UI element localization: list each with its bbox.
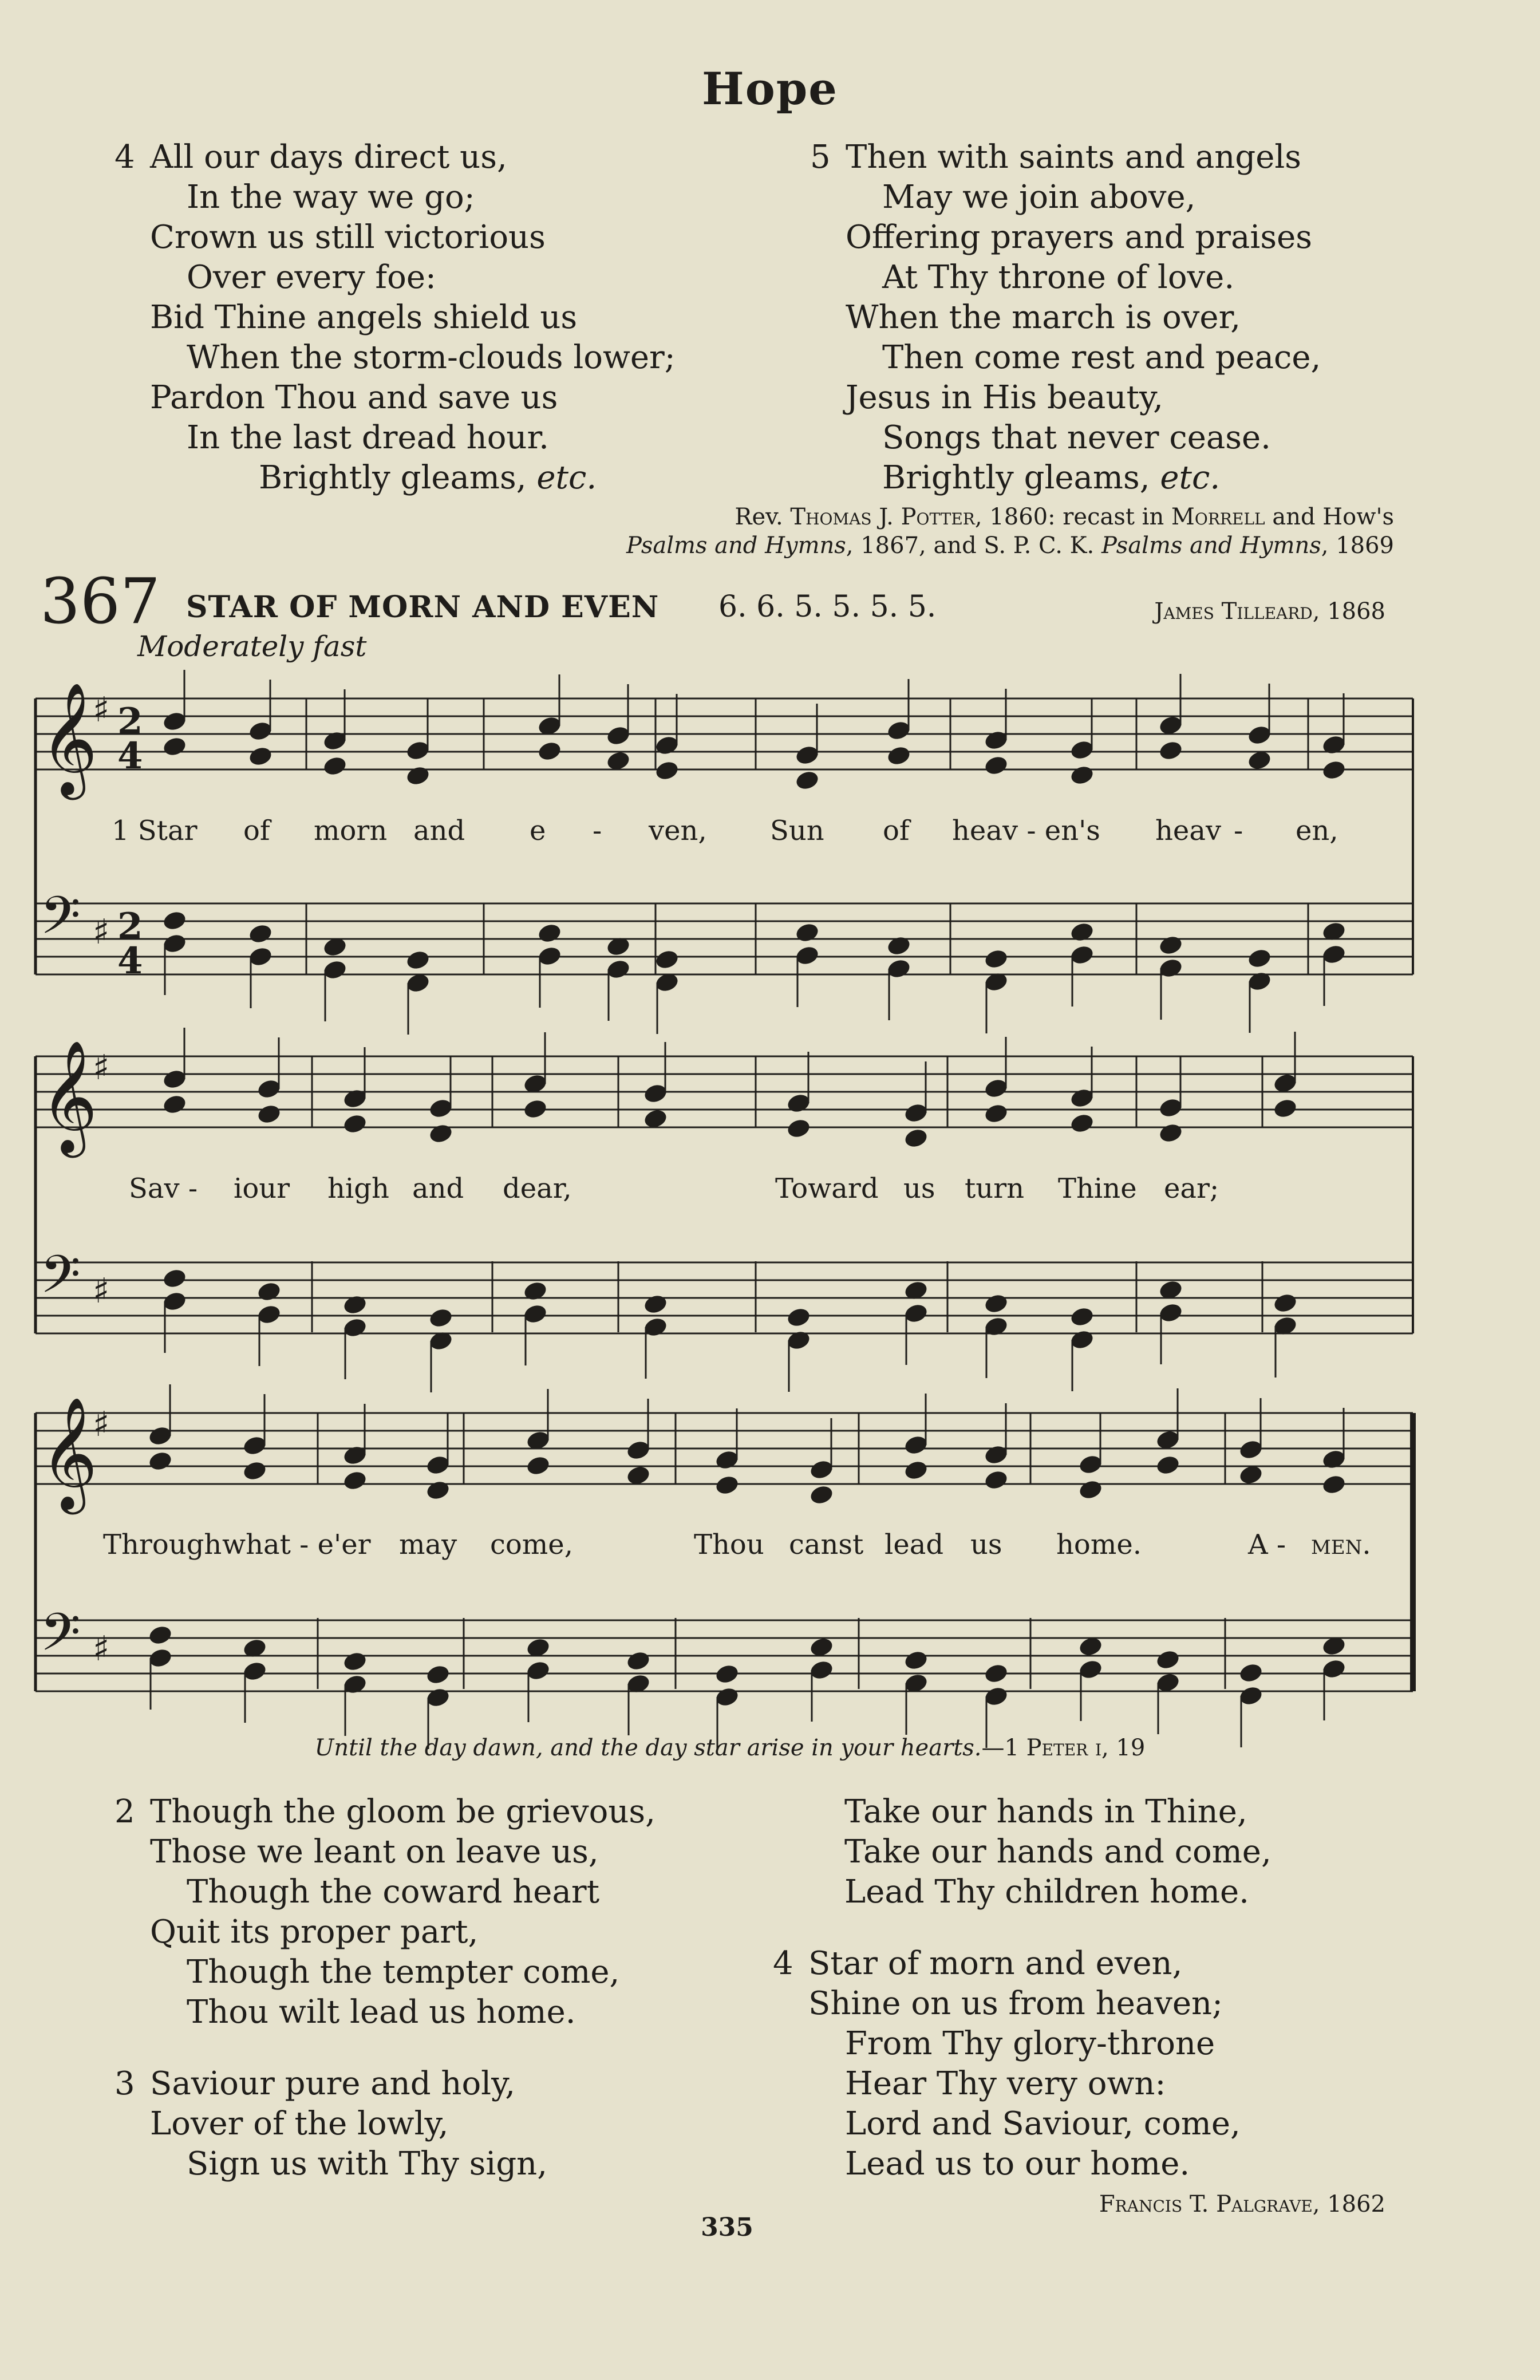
- stanza-number: 5: [810, 139, 831, 176]
- note-head: [1321, 759, 1346, 781]
- stanza-number: 4: [773, 1945, 793, 1982]
- stanza-3: [114, 2064, 547, 2184]
- refrain-text: Brightly gleams,: [259, 459, 537, 496]
- lyric-syllable: ear;: [1164, 1173, 1219, 1205]
- note-head: [714, 1474, 740, 1496]
- lyric-syllable: and: [413, 815, 465, 847]
- note-head: [161, 735, 187, 757]
- refrain-etc: etc.: [536, 459, 597, 496]
- sharp-icon: ♯: [93, 1048, 110, 1088]
- refrain-text: Brightly gleams,: [882, 459, 1160, 496]
- stanza-line: Quit its proper part,: [150, 1913, 479, 1951]
- note-head: [1077, 1478, 1103, 1501]
- note-head: [1155, 1454, 1180, 1476]
- stanza-line: Saviour pure and holy,: [150, 2065, 516, 2102]
- lyric-syllable: lead: [884, 1529, 944, 1561]
- stanza-line: Crown us still victorious: [150, 219, 546, 256]
- note-head: [247, 922, 273, 945]
- credit-text: , 1860: recast in: [974, 504, 1171, 530]
- note-head: [256, 1280, 282, 1303]
- stanza-line: Take our hands and come,: [844, 1833, 1272, 1870]
- note-head: [525, 1454, 551, 1477]
- bass-clef-icon: 𝄢: [40, 1244, 81, 1317]
- note-head: [425, 1479, 451, 1501]
- page-number: 335: [701, 2213, 753, 2242]
- stanza-line: Though the tempter come,: [187, 1953, 620, 1991]
- scripture-reference: —1 Peter i, 19: [981, 1735, 1146, 1761]
- hymn-number: 367: [40, 565, 160, 638]
- stanza-line: When the march is over,: [846, 299, 1241, 336]
- lyric-syllable: high: [327, 1173, 389, 1205]
- credit-year: , 1862: [1312, 2191, 1385, 2217]
- lyric-syllable: heav - en's: [952, 815, 1100, 847]
- note-head: [161, 909, 187, 932]
- note-head: [1069, 1305, 1095, 1328]
- time-signature: 4: [117, 940, 143, 982]
- stanza-line: When the storm-clouds lower;: [187, 339, 676, 376]
- stanza-line: Pardon Thou and save us: [150, 379, 558, 416]
- composer-year: , 1868: [1312, 598, 1385, 625]
- stanza-line: Then come rest and peace,: [882, 339, 1321, 376]
- credit-text: , 1867, and S. P. C. K.: [846, 532, 1101, 559]
- lyric-syllable: Sav -: [129, 1173, 198, 1205]
- note-head: [1272, 1292, 1298, 1314]
- lyric-syllable: A -: [1248, 1529, 1286, 1561]
- note-head: [785, 1306, 811, 1328]
- stanza-line: In the way we go;: [187, 179, 475, 216]
- lyric-syllable: Thine: [1058, 1173, 1137, 1205]
- credit-text: and How's: [1265, 504, 1394, 530]
- credit-book: Psalms and Hymns: [1101, 532, 1321, 559]
- note-head: [428, 1122, 453, 1144]
- lyric-syllable: men.: [1311, 1529, 1371, 1561]
- credit-text: , 1869: [1321, 532, 1394, 559]
- note-head: [1158, 1122, 1183, 1144]
- note-head: [405, 764, 431, 787]
- note-head: [1321, 1473, 1346, 1495]
- sharp-icon: ♯: [93, 912, 110, 952]
- note-head: [983, 1469, 1009, 1491]
- stanza-line: Star of morn and even,: [808, 1945, 1183, 1982]
- note-head: [903, 1127, 929, 1149]
- note-head: [322, 755, 348, 777]
- note-head: [147, 1450, 173, 1472]
- note-head: [342, 1469, 368, 1491]
- note-head: [886, 744, 911, 767]
- stanza-line: Offering prayers and praises: [846, 219, 1312, 256]
- lyric-syllable: of: [243, 815, 270, 847]
- note-head: [147, 1624, 173, 1646]
- lyric-syllable: Thou: [694, 1529, 764, 1561]
- treble-clef-icon: 𝄞: [40, 1040, 98, 1153]
- note-head: [625, 1649, 651, 1672]
- credit-text: Rev.: [735, 504, 791, 530]
- scripture-text: Until the day dawn, and the day star arise in your hearts.: [314, 1735, 982, 1761]
- stanza-number: 4: [114, 139, 135, 176]
- lyric-syllable: home.: [1056, 1529, 1142, 1561]
- note-head: [903, 1649, 929, 1671]
- stanza-line: Thou wilt lead us home.: [187, 1994, 576, 2031]
- lyric-syllable: us: [903, 1173, 935, 1205]
- bass-clef-icon: 𝄢: [40, 1602, 81, 1675]
- note-head: [983, 1102, 1009, 1124]
- note-head: [161, 1093, 187, 1115]
- tune-title: STAR OF MORN AND EVEN: [186, 590, 660, 625]
- time-signature: 2: [117, 905, 143, 948]
- stanza-line: Over every foe:: [187, 259, 436, 296]
- refrain-etc: etc.: [1160, 459, 1221, 496]
- lyric-syllable: 1 Star: [112, 815, 198, 847]
- lyric-syllable: morn: [314, 815, 388, 847]
- note-head: [247, 745, 273, 767]
- stanza-number: 3: [114, 2065, 135, 2102]
- lyric-syllable: Toward: [775, 1173, 879, 1205]
- stanza-line: Lover of the lowly,: [150, 2105, 449, 2142]
- note-head: [794, 921, 820, 944]
- stanza-line: Lord and Saviour, come,: [845, 2105, 1241, 2142]
- lyric-syllable: may: [399, 1529, 457, 1561]
- stanza-2: [114, 1792, 656, 2032]
- lyric-syllable: ven,: [649, 815, 707, 847]
- stanza-line: Lead Thy children home.: [844, 1873, 1249, 1911]
- note-head: [903, 1459, 929, 1481]
- stanza-number: 2: [114, 1793, 135, 1830]
- stanza-line: Take our hands in Thine,: [844, 1793, 1247, 1830]
- note-head: [256, 1103, 282, 1125]
- lyric-syllable: turn: [965, 1173, 1025, 1205]
- note-head: [1272, 1097, 1298, 1119]
- lyric-syllable: iour: [234, 1173, 290, 1205]
- lyric-syllable: us: [970, 1529, 1002, 1561]
- scripture-quote: [0, 1735, 1460, 1761]
- note-head: [1069, 764, 1095, 786]
- lyric-syllable: -: [1234, 815, 1243, 847]
- time-signature: 4: [117, 735, 143, 777]
- note-head: [522, 1098, 548, 1120]
- note-head: [428, 1307, 453, 1329]
- note-head: [654, 759, 680, 782]
- sharp-icon: ♯: [93, 1271, 110, 1311]
- stanza-line: Jesus in His beauty,: [846, 379, 1163, 416]
- lyric-syllable: of: [883, 815, 910, 847]
- lyric-syllable: -: [593, 815, 602, 847]
- note-head: [714, 1663, 740, 1685]
- stanza-line: Lead us to our home.: [845, 2145, 1190, 2182]
- note-head: [1158, 934, 1183, 956]
- stanza-line: Bid Thine angels shield us: [150, 299, 578, 336]
- credit-author: Morrell: [1171, 504, 1265, 530]
- note-head: [1069, 921, 1095, 943]
- lyric-syllable: what - e'er: [222, 1529, 371, 1561]
- note-head: [1246, 947, 1272, 969]
- note-head: [983, 754, 1009, 776]
- sharp-icon: ♯: [93, 690, 110, 730]
- stanza-line: Though the coward heart: [187, 1873, 600, 1911]
- bass-clef-icon: 𝄢: [40, 885, 81, 958]
- stanza-line: Then with saints and angels: [846, 139, 1301, 176]
- stanza-line: May we join above,: [882, 179, 1196, 216]
- note-head: [522, 1280, 548, 1302]
- note-head: [405, 949, 431, 971]
- lyric-syllable: and: [412, 1173, 464, 1205]
- note-head: [983, 948, 1009, 970]
- stanza-line: Those we leant on leave us,: [150, 1833, 599, 1870]
- treble-clef-icon: 𝄞: [40, 1396, 98, 1510]
- sharp-icon: ♯: [93, 1404, 110, 1444]
- stanza-line: Though the gloom be grievous,: [150, 1793, 656, 1830]
- note-head: [1158, 739, 1183, 761]
- note-head: [794, 769, 820, 791]
- composer-name: James Tilleard: [1154, 598, 1313, 625]
- lyric-syllable: e: [530, 815, 546, 847]
- tempo-marking: Moderately fast: [137, 630, 367, 663]
- note-head: [342, 1293, 368, 1316]
- lyric-syllable: dear,: [503, 1173, 572, 1205]
- stanza-4: [773, 1944, 1241, 2184]
- stanza-line: Sign us with Thy sign,: [187, 2145, 548, 2182]
- lyric-syllable: Through: [103, 1529, 222, 1561]
- note-head: [425, 1663, 451, 1686]
- note-head: [808, 1483, 834, 1506]
- note-head: [785, 1117, 811, 1139]
- lyric-syllable: canst: [789, 1529, 864, 1561]
- note-head: [1238, 1661, 1263, 1684]
- meter: 6. 6. 5. 5. 5. 5.: [718, 590, 937, 624]
- credit-author: Thomas J. Potter: [790, 504, 975, 530]
- note-head: [654, 948, 680, 970]
- note-head: [886, 934, 911, 957]
- note-head: [536, 922, 562, 944]
- lyric-syllable: Sun: [770, 815, 824, 847]
- lyric-syllable: en,: [1296, 815, 1338, 847]
- stanza-line: Songs that never cease.: [882, 419, 1271, 456]
- sharp-icon: ♯: [93, 1629, 110, 1669]
- note-head: [161, 1267, 187, 1289]
- time-signature: 2: [117, 700, 143, 743]
- note-head: [642, 1293, 668, 1315]
- section-title: Hope: [702, 63, 838, 115]
- stanza-3-continued: [844, 1792, 1272, 1912]
- credit-book: Psalms and Hymns: [626, 532, 846, 559]
- note-head: [342, 1112, 368, 1135]
- note-head: [1069, 1112, 1095, 1134]
- credit-author: Francis T. Palgrave: [1099, 2191, 1313, 2217]
- stanza-line: Shine on us from heaven;: [808, 1985, 1223, 2022]
- treble-clef-icon: 𝄞: [40, 682, 98, 795]
- note-head: [242, 1459, 267, 1482]
- note-head: [1155, 1648, 1180, 1671]
- stanza-line: Hear Thy very own:: [845, 2065, 1166, 2102]
- stanza-line: All our days direct us,: [150, 139, 507, 176]
- note-head: [536, 740, 562, 762]
- lyric-syllable: come,: [490, 1529, 573, 1561]
- note-head: [342, 1650, 368, 1672]
- lyric-syllable: heav: [1155, 815, 1222, 847]
- stanza-line: At Thy throne of love.: [882, 259, 1235, 296]
- stanza-line: In the last dread hour.: [187, 419, 549, 456]
- note-head: [983, 1292, 1009, 1315]
- note-head: [983, 1662, 1009, 1684]
- stanza-line: From Thy glory-throne: [845, 2025, 1215, 2062]
